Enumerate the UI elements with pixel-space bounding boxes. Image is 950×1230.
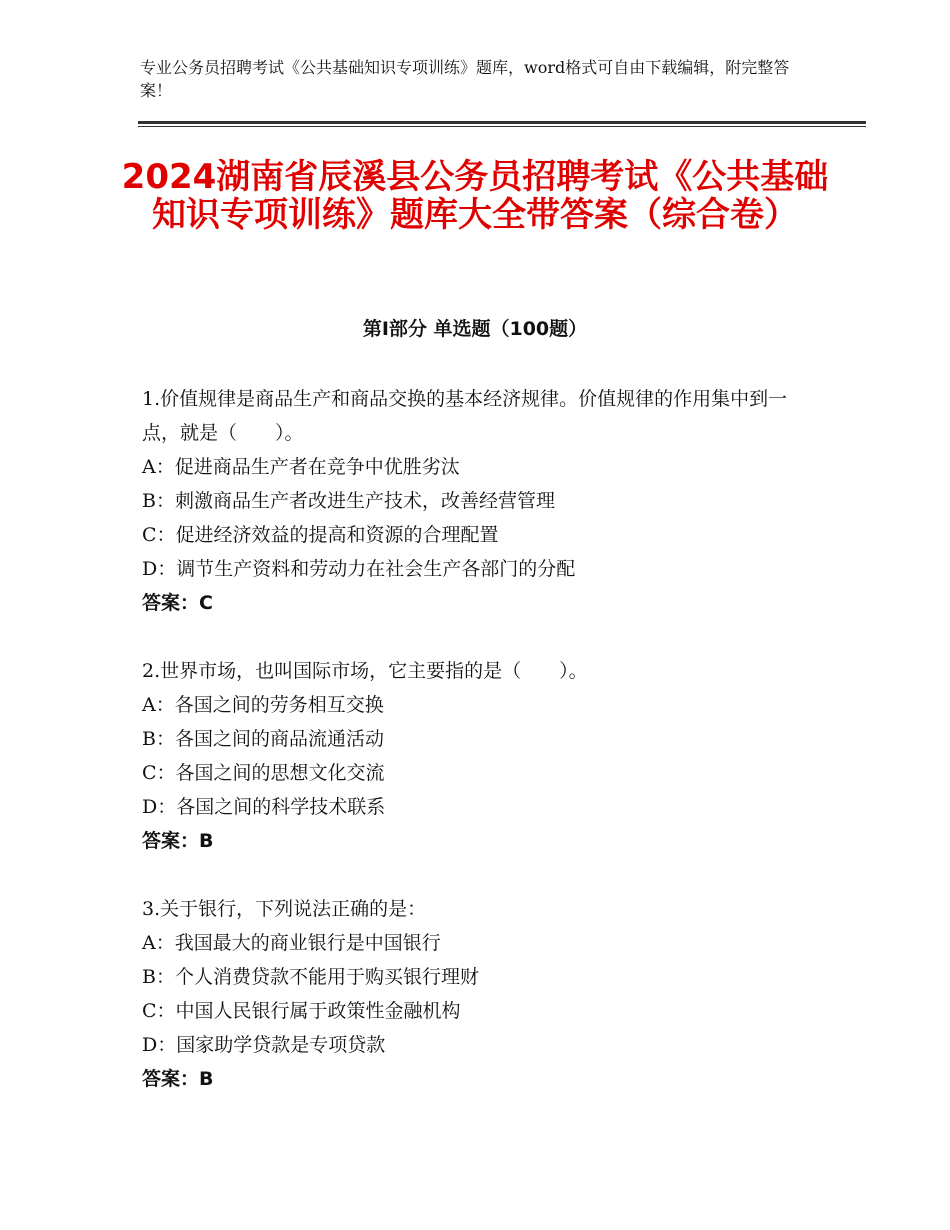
question-stem: 2.世界市场，也叫国际市场，它主要指的是（ ）。 [142, 660, 588, 682]
question-stem: 1.价值规律是商品生产和商品交换的基本经济规律。价值规律的作用集中到一点，就是（ ）。 [142, 388, 788, 444]
option-c: C：中国人民银行属于政策性金融机构 [142, 1000, 461, 1022]
question-2 [142, 654, 822, 858]
option-a: A：我国最大的商业银行是中国银行 [142, 932, 441, 954]
option-a: A：各国之间的劳务相互交换 [142, 694, 384, 716]
section-title: 第Ⅰ部分 单选题（100题） [362, 318, 588, 340]
option-d: D：国家助学贷款是专项贷款 [142, 1034, 386, 1056]
header-note: 专业公务员招聘考试《公共基础知识专项训练》题库，word格式可自由下载编辑，附完整答案！ [140, 58, 790, 100]
option-a: A：促进商品生产者在竞争中优胜劣汰 [142, 456, 460, 478]
question-1 [142, 382, 822, 620]
header-rule-thin [138, 126, 866, 127]
option-c: C：促进经济效益的提高和资源的合理配置 [142, 524, 499, 546]
question-list [142, 382, 822, 1130]
option-b: B：刺激商品生产者改进生产技术，改善经营管理 [142, 490, 555, 512]
question-3 [142, 892, 822, 1096]
question-stem: 3.关于银行，下列说法正确的是： [142, 898, 427, 920]
header-rule-thick [138, 121, 866, 124]
answer: 答案：B [142, 830, 214, 852]
answer: 答案：C [142, 592, 213, 614]
option-b: B：各国之间的商品流通活动 [142, 728, 384, 750]
option-c: C：各国之间的思想文化交流 [142, 762, 385, 784]
option-b: B：个人消费贷款不能用于购买银行理财 [142, 966, 479, 988]
document-title: 2024湖南省辰溪县公务员招聘考试《公共基础知识专项训练》题库大全带答案（综合卷） [121, 157, 829, 235]
option-d: D：调节生产资料和劳动力在社会生产各部门的分配 [142, 558, 576, 580]
answer: 答案：B [142, 1068, 214, 1090]
option-d: D：各国之间的科学技术联系 [142, 796, 386, 818]
